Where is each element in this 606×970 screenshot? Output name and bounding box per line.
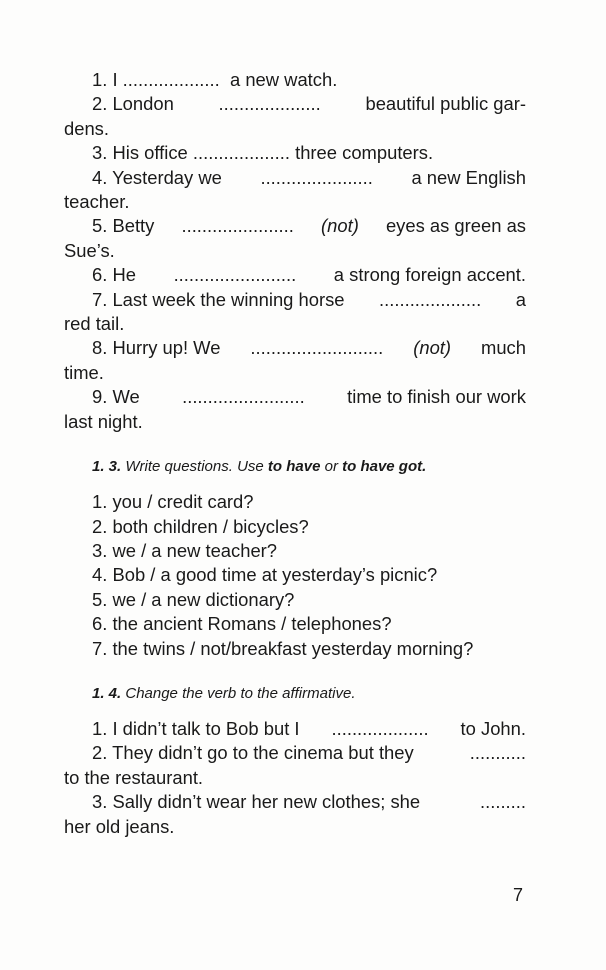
- exercise-1-3: [64, 490, 526, 661]
- ex1-item-5-cont: Sue’s.: [64, 239, 115, 261]
- ex1-item-6: 6. He ........................ a strong foreign accent.: [92, 264, 526, 286]
- ex1-item-2: 2. London .................... beautiful public gar-: [92, 93, 526, 115]
- ex3-item-6: 6. the ancient Romans / telephones?: [92, 613, 392, 635]
- ex1-item-1: 1. I ................... a new watch.: [92, 69, 338, 90]
- ex1-item-2-cont: dens.: [64, 117, 109, 139]
- ex1-item-9: 9. We ........................ time to finish our work: [92, 386, 526, 408]
- ex1-item-7-cont: red tail.: [64, 313, 125, 335]
- ex4-item-2-cont: to the restaurant.: [64, 766, 204, 788]
- ex1-item-4: 4. Yesterday we ...................... a new English: [92, 166, 526, 188]
- ex3-item-3: 3. we / a new teacher?: [92, 539, 278, 561]
- ex1-item-8: 8. Hurry up! We .......................... (not) much: [92, 337, 526, 359]
- ex1-item-5: 5. Betty ...................... (not) eyes as green as: [92, 215, 526, 237]
- ex4-item-2: 2. They didn’t go to the cinema but they ...........: [92, 742, 526, 764]
- ex1-item-8-cont: time.: [64, 361, 104, 383]
- ex1-item-3: 3. His office ................... three computers.: [92, 142, 434, 164]
- ex3-item-7: 7. the twins / not/breakfast yesterday morning?: [92, 637, 474, 659]
- ex4-item-3: 3. Sally didn’t wear her new clothes; she .........: [92, 791, 526, 813]
- ex1-item-4-cont: teacher.: [64, 191, 130, 213]
- page-content: [64, 68, 526, 839]
- page-number: 7: [513, 885, 524, 905]
- ex3-item-4: 4. Bob / a good time at yesterday’s picnic?: [92, 564, 438, 586]
- exercise-1-4: [64, 717, 526, 839]
- ex3-item-1: 1. you / credit card?: [92, 491, 254, 513]
- ex4-item-3-cont: her old jeans.: [64, 815, 175, 837]
- section-heading-1-3: 1. 3. Write questions. Use to have or to have got.: [92, 458, 427, 476]
- exercise-1-2: [64, 68, 526, 434]
- section-heading-1-4: 1. 4. Change the verb to the affirmative.: [92, 684, 356, 702]
- ex1-item-7: 7. Last week the winning horse .................... a: [92, 288, 526, 310]
- ex1-item-9-cont: last night.: [64, 410, 143, 432]
- ex3-item-2: 2. both children / bicycles?: [92, 515, 309, 537]
- ex4-item-1: 1. I didn’t talk to Bob but I ................... to John.: [92, 717, 526, 739]
- ex3-item-5: 5. we / a new dictionary?: [92, 588, 295, 610]
